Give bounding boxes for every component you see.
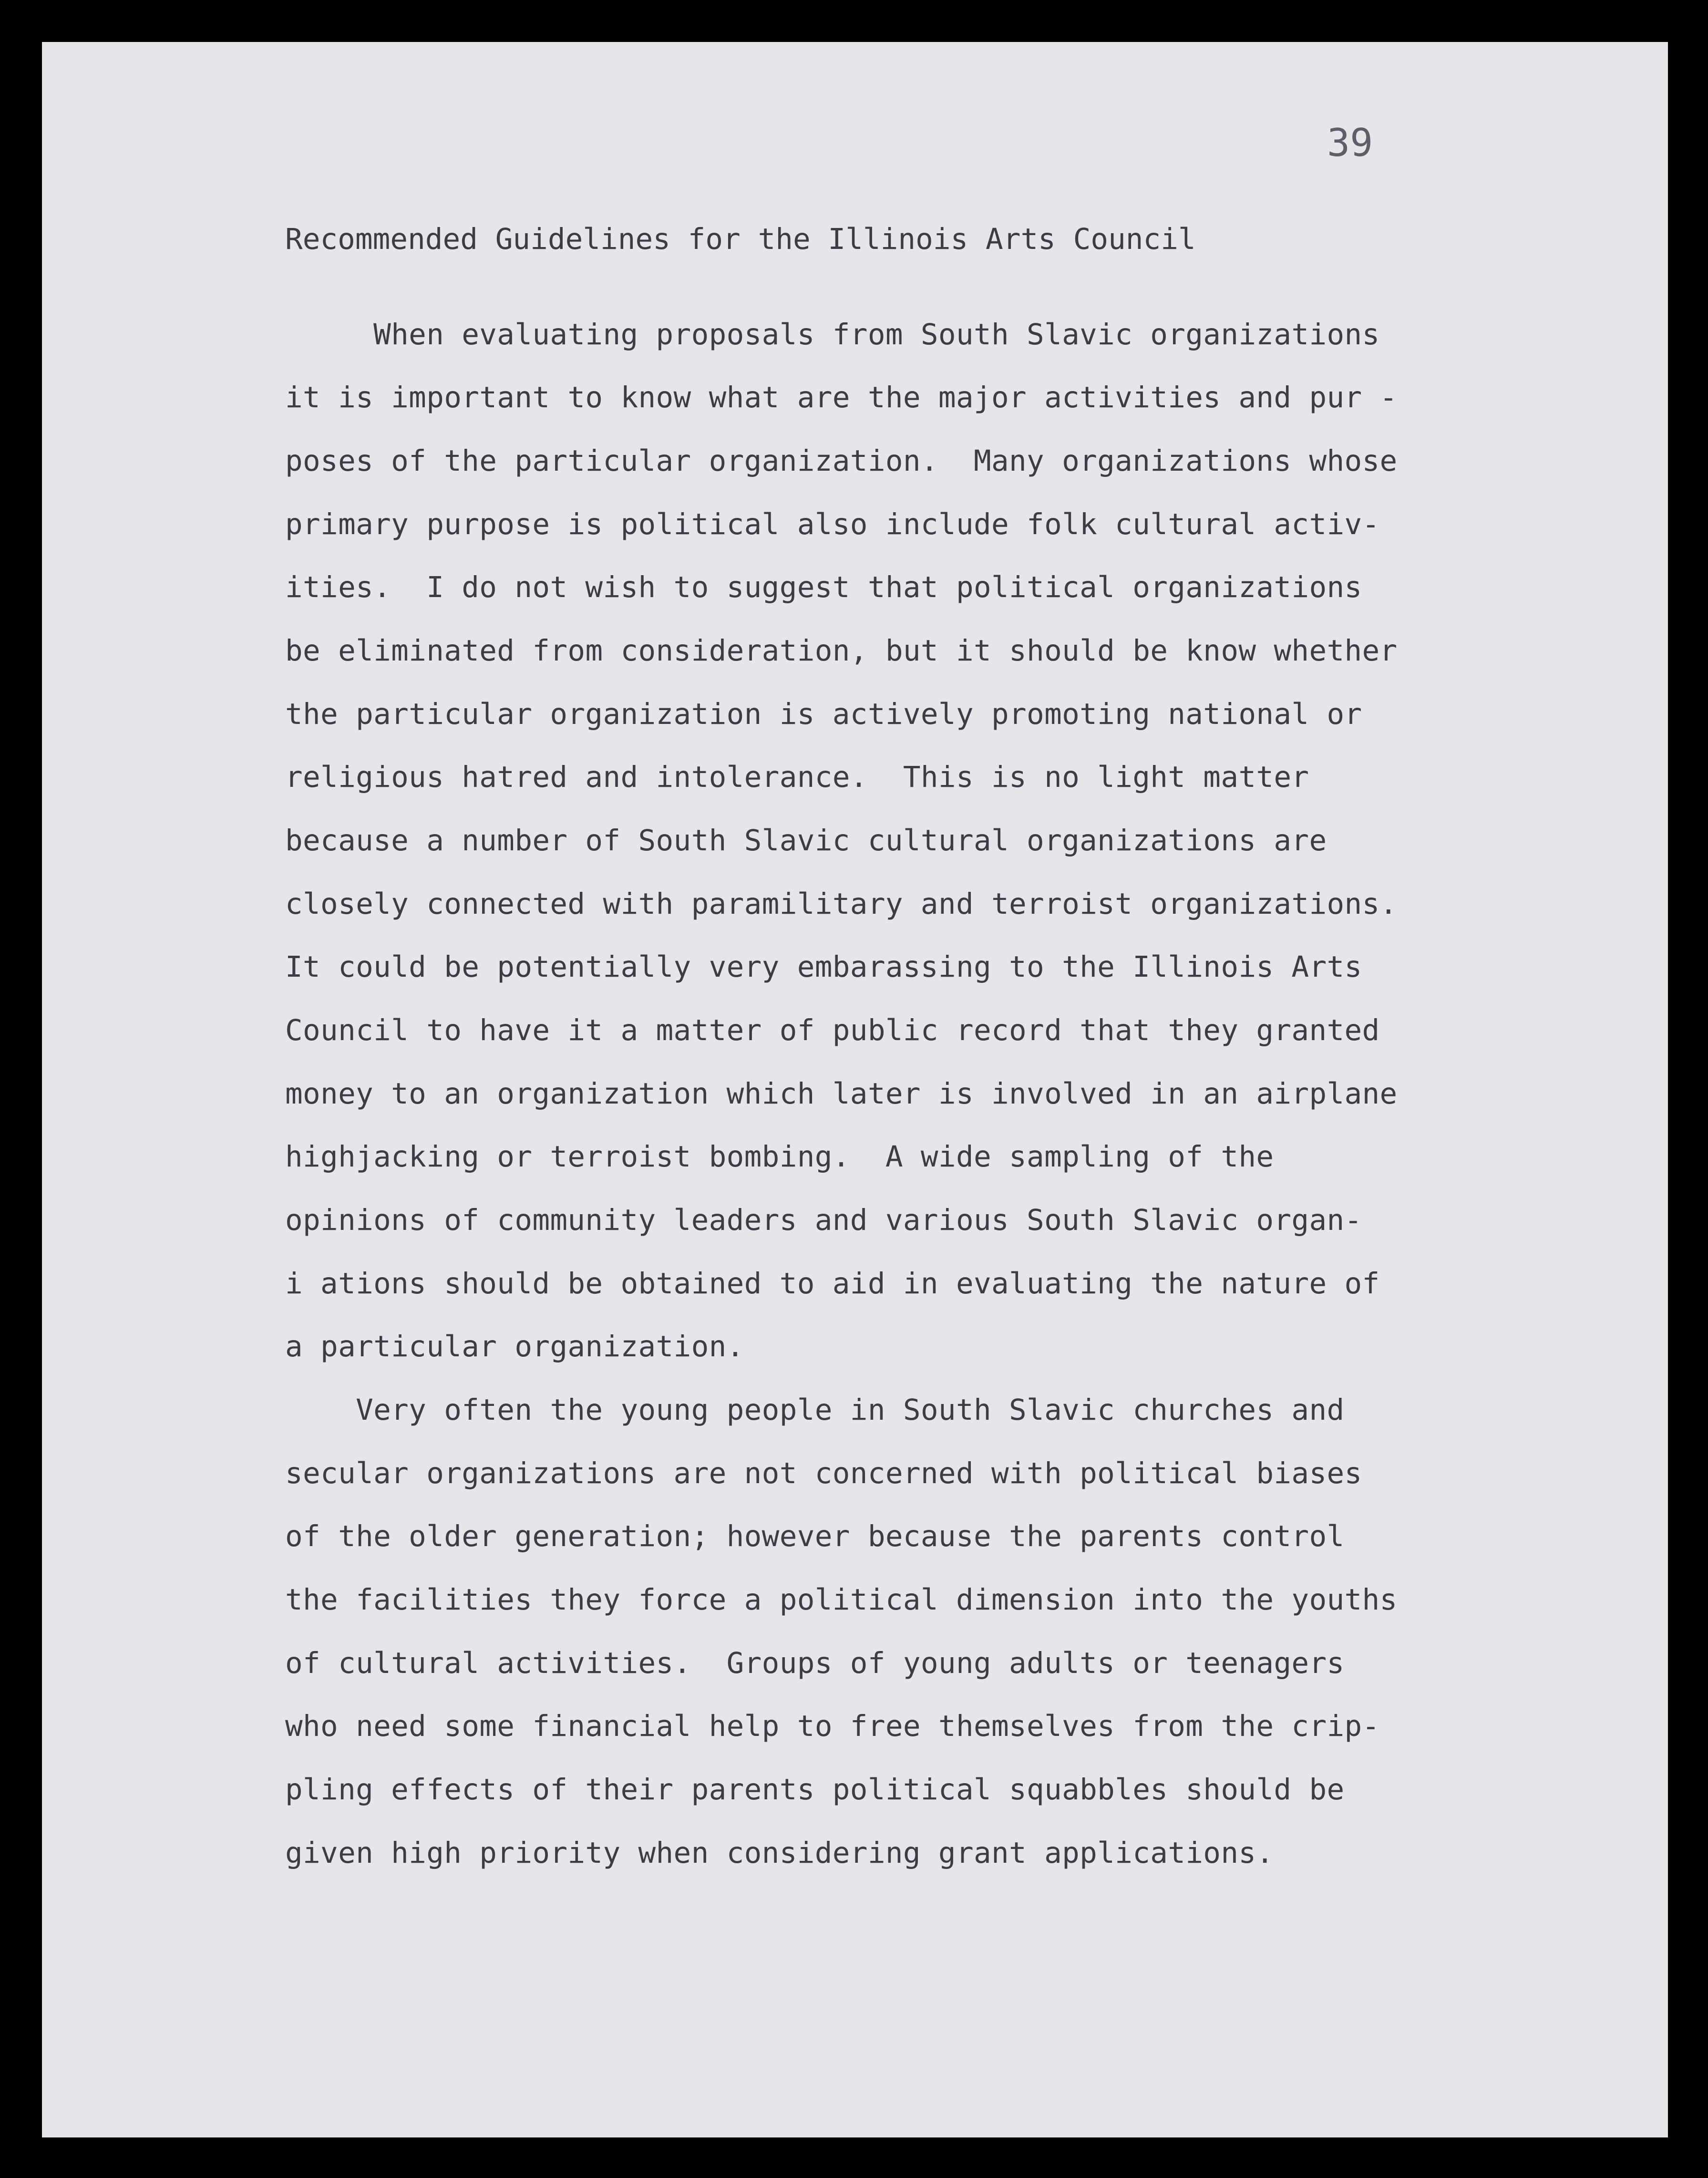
text-line: who need some financial help to free themselves from the crip- — [285, 1709, 1380, 1743]
text-line: ities. I do not wish to suggest that political organizations — [285, 570, 1362, 604]
text-line: i ations should be obtained to aid in evaluating the nature of — [285, 1267, 1380, 1301]
text-line: pling effects of their parents political squabbles should be — [285, 1773, 1345, 1806]
text-line: highjacking or terroist bombing. A wide sampling of the — [285, 1140, 1274, 1174]
text-line: It could be potentially very embarassing to the Illinois Arts — [285, 950, 1362, 984]
text-line: religious hatred and intolerance. This is no light matter — [285, 760, 1309, 794]
document-page — [42, 42, 1668, 2137]
text-line: a particular organization. — [285, 1330, 744, 1363]
text-line: given high priority when considering grant applications. — [285, 1836, 1274, 1870]
text-line: primary purpose is political also include folk cultural activ- — [285, 507, 1380, 541]
text-line: closely connected with paramilitary and terroist organizations. — [285, 887, 1398, 921]
text-line: Council to have it a matter of public record that they granted — [285, 1013, 1380, 1047]
text-line: When evaluating proposals from South Slavic organizations — [285, 318, 1380, 351]
text-line: of the older generation; however because the parents control — [285, 1519, 1345, 1553]
text-line: of cultural activities. Groups of young adults or teenagers — [285, 1646, 1345, 1680]
text-line: opinions of community leaders and various South Slavic organ- — [285, 1203, 1362, 1237]
text-line: Very often the young people in South Slavic churches and — [285, 1393, 1345, 1427]
text-line: secular organizations are not concerned with political biases — [285, 1456, 1362, 1490]
page-number: 39 — [1327, 121, 1373, 165]
text-line: it is important to know what are the major activities and pur - — [285, 381, 1398, 414]
text-line: poses of the particular organization. Many organizations whose — [285, 444, 1398, 478]
text-line: the particular organization is actively promoting national or — [285, 697, 1362, 731]
page-heading: Recommended Guidelines for the Illinois Arts Council — [285, 222, 1196, 256]
text-line: because a number of South Slavic cultural organizations are — [285, 824, 1327, 857]
text-line: the facilities they force a political dimension into the youths — [285, 1583, 1398, 1617]
text-line: be eliminated from consideration, but it should be know whether — [285, 634, 1398, 668]
text-line: money to an organization which later is involved in an airplane — [285, 1077, 1398, 1111]
